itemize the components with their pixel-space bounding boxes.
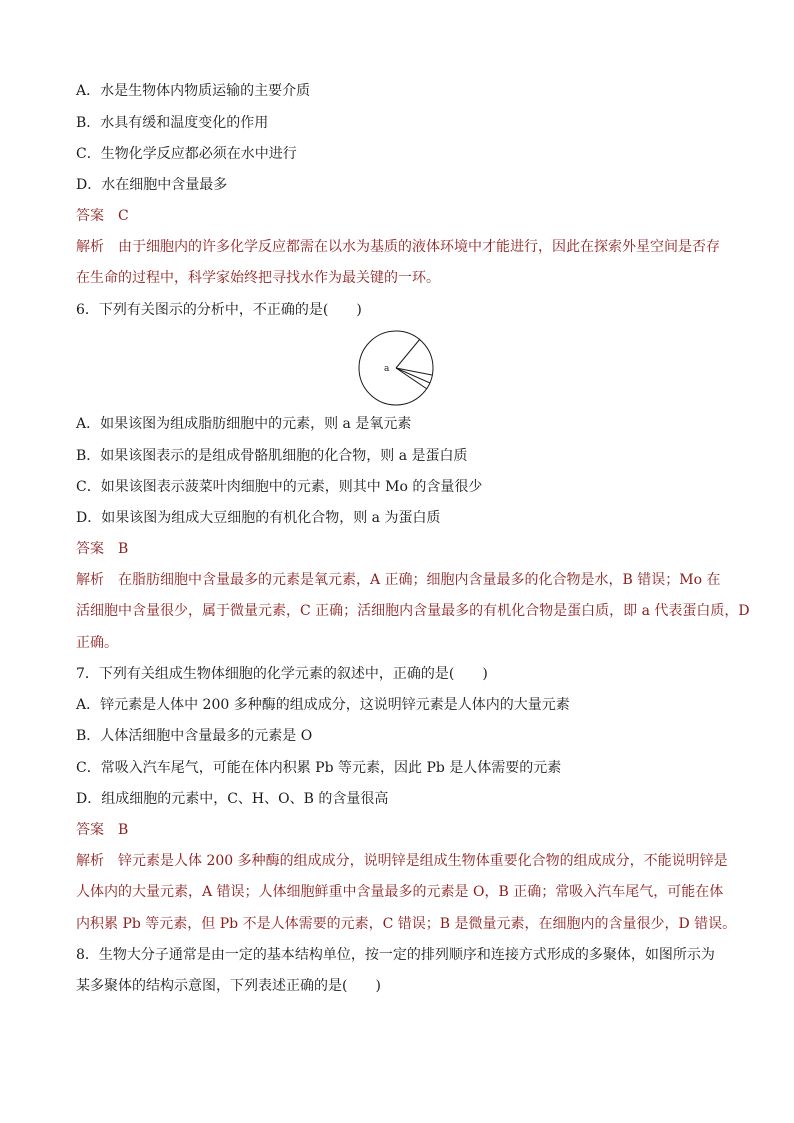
pie-figure	[356, 330, 436, 406]
analysis-text: 锌元素是人体 200 多种酶的组成成分，说明锌是组成生物体重要化合物的组成成分，不能说明锌是	[118, 853, 728, 869]
answer-label: 答案	[76, 541, 104, 557]
q5-option-b: B．水具有缓和温度变化的作用	[76, 115, 269, 131]
q7-option-b: B．人体活细胞中含量最多的元素是 O	[76, 728, 313, 744]
analysis-label: 解析	[76, 853, 104, 869]
q7-option-c: C．常吸入汽车尾气，可能在体内积累 Pb 等元素，因此 Pb 是人体需要的元素	[76, 760, 562, 776]
q5-option-a: A．水是生物体内物质运输的主要介质	[76, 83, 311, 99]
answer-value: B	[118, 822, 129, 838]
q8-stem-line-2: 某多聚体的结构示意图，下列表述正确的是( )	[76, 978, 381, 994]
pie-slice-edge	[396, 368, 430, 383]
q7-option-a: A．锌元素是人体中 200 多种酶的组成成分，这说明锌元素是人体内的大量元素	[76, 697, 570, 713]
q6-analysis-line-2: 活细胞中含量很少，属于微量元素，C 正确；活细胞内含量最多的有机化合物是蛋白质，即 a 代表蛋白质，D	[76, 603, 750, 619]
pie-slice-edge	[396, 339, 420, 368]
q5-answer	[76, 206, 129, 226]
analysis-text: 由于细胞内的许多化学反应都需在以水为基质的液体环境中才能进行，因此在探索外星空间是否存	[118, 239, 720, 255]
q7-option-d: D．组成细胞的元素中，C、H、O、B 的含量很高	[76, 791, 389, 807]
q6-analysis-line-1	[76, 570, 721, 590]
q6-stem: 6．下列有关图示的分析中，不正确的是( )	[76, 302, 362, 318]
pie-label-a: a	[384, 364, 390, 374]
q7-analysis-line-3: 内积累 Pb 等元素，但 Pb 不是人体需要的元素，C 错误；B 是微量元素，在细胞内的含量很少，D 错误。	[76, 916, 737, 932]
q7-analysis-line-2: 人体内的大量元素，A 错误；人体细胞鲜重中含量最多的元素是 O，B 正确；常吸入汽车尾气，可能在体	[76, 884, 724, 900]
answer-value: B	[118, 541, 129, 557]
q6-option-d: D．如果该图为组成大豆细胞的有机化合物，则 a 为蛋白质	[76, 510, 441, 526]
analysis-label: 解析	[76, 239, 104, 255]
q6-analysis-line-3: 正确。	[76, 635, 118, 651]
q5-analysis-line-2: 在生命的过程中，科学家始终把寻找水作为最关键的一环。	[76, 270, 440, 286]
q7-stem: 7．下列有关组成生物体细胞的化学元素的叙述中，正确的是( )	[76, 666, 488, 682]
q5-analysis-line-1	[76, 237, 720, 257]
q6-option-a: A．如果该图为组成脂肪细胞中的元素，则 a 是氧元素	[76, 416, 412, 432]
q5-option-d: D．水在细胞中含量最多	[76, 177, 228, 193]
answer-label: 答案	[76, 822, 104, 838]
q6-answer	[76, 539, 128, 559]
answer-value: C	[118, 208, 129, 224]
q6-option-c: C．如果该图表示菠菜叶肉细胞中的元素，则其中 Mo 的含量很少	[76, 479, 483, 495]
analysis-text: 在脂肪细胞中含量最多的元素是氧元素，A 正确；细胞内含量最多的化合物是水，B 错误；Mo 在	[118, 572, 721, 588]
q7-analysis-line-1	[76, 851, 728, 871]
q5-option-c: C．生物化学反应都必须在水中进行	[76, 146, 297, 162]
q8-stem-line-1: 8．生物大分子通常是由一定的基本结构单位，按一定的排列顺序和连接方式形成的多聚体，如图所示为	[76, 947, 715, 963]
analysis-label: 解析	[76, 572, 104, 588]
q7-answer	[76, 820, 128, 840]
answer-label: 答案	[76, 208, 104, 224]
q6-option-b: B．如果该图表示的是组成骨骼肌细胞的化合物，则 a 是蛋白质	[76, 448, 468, 464]
